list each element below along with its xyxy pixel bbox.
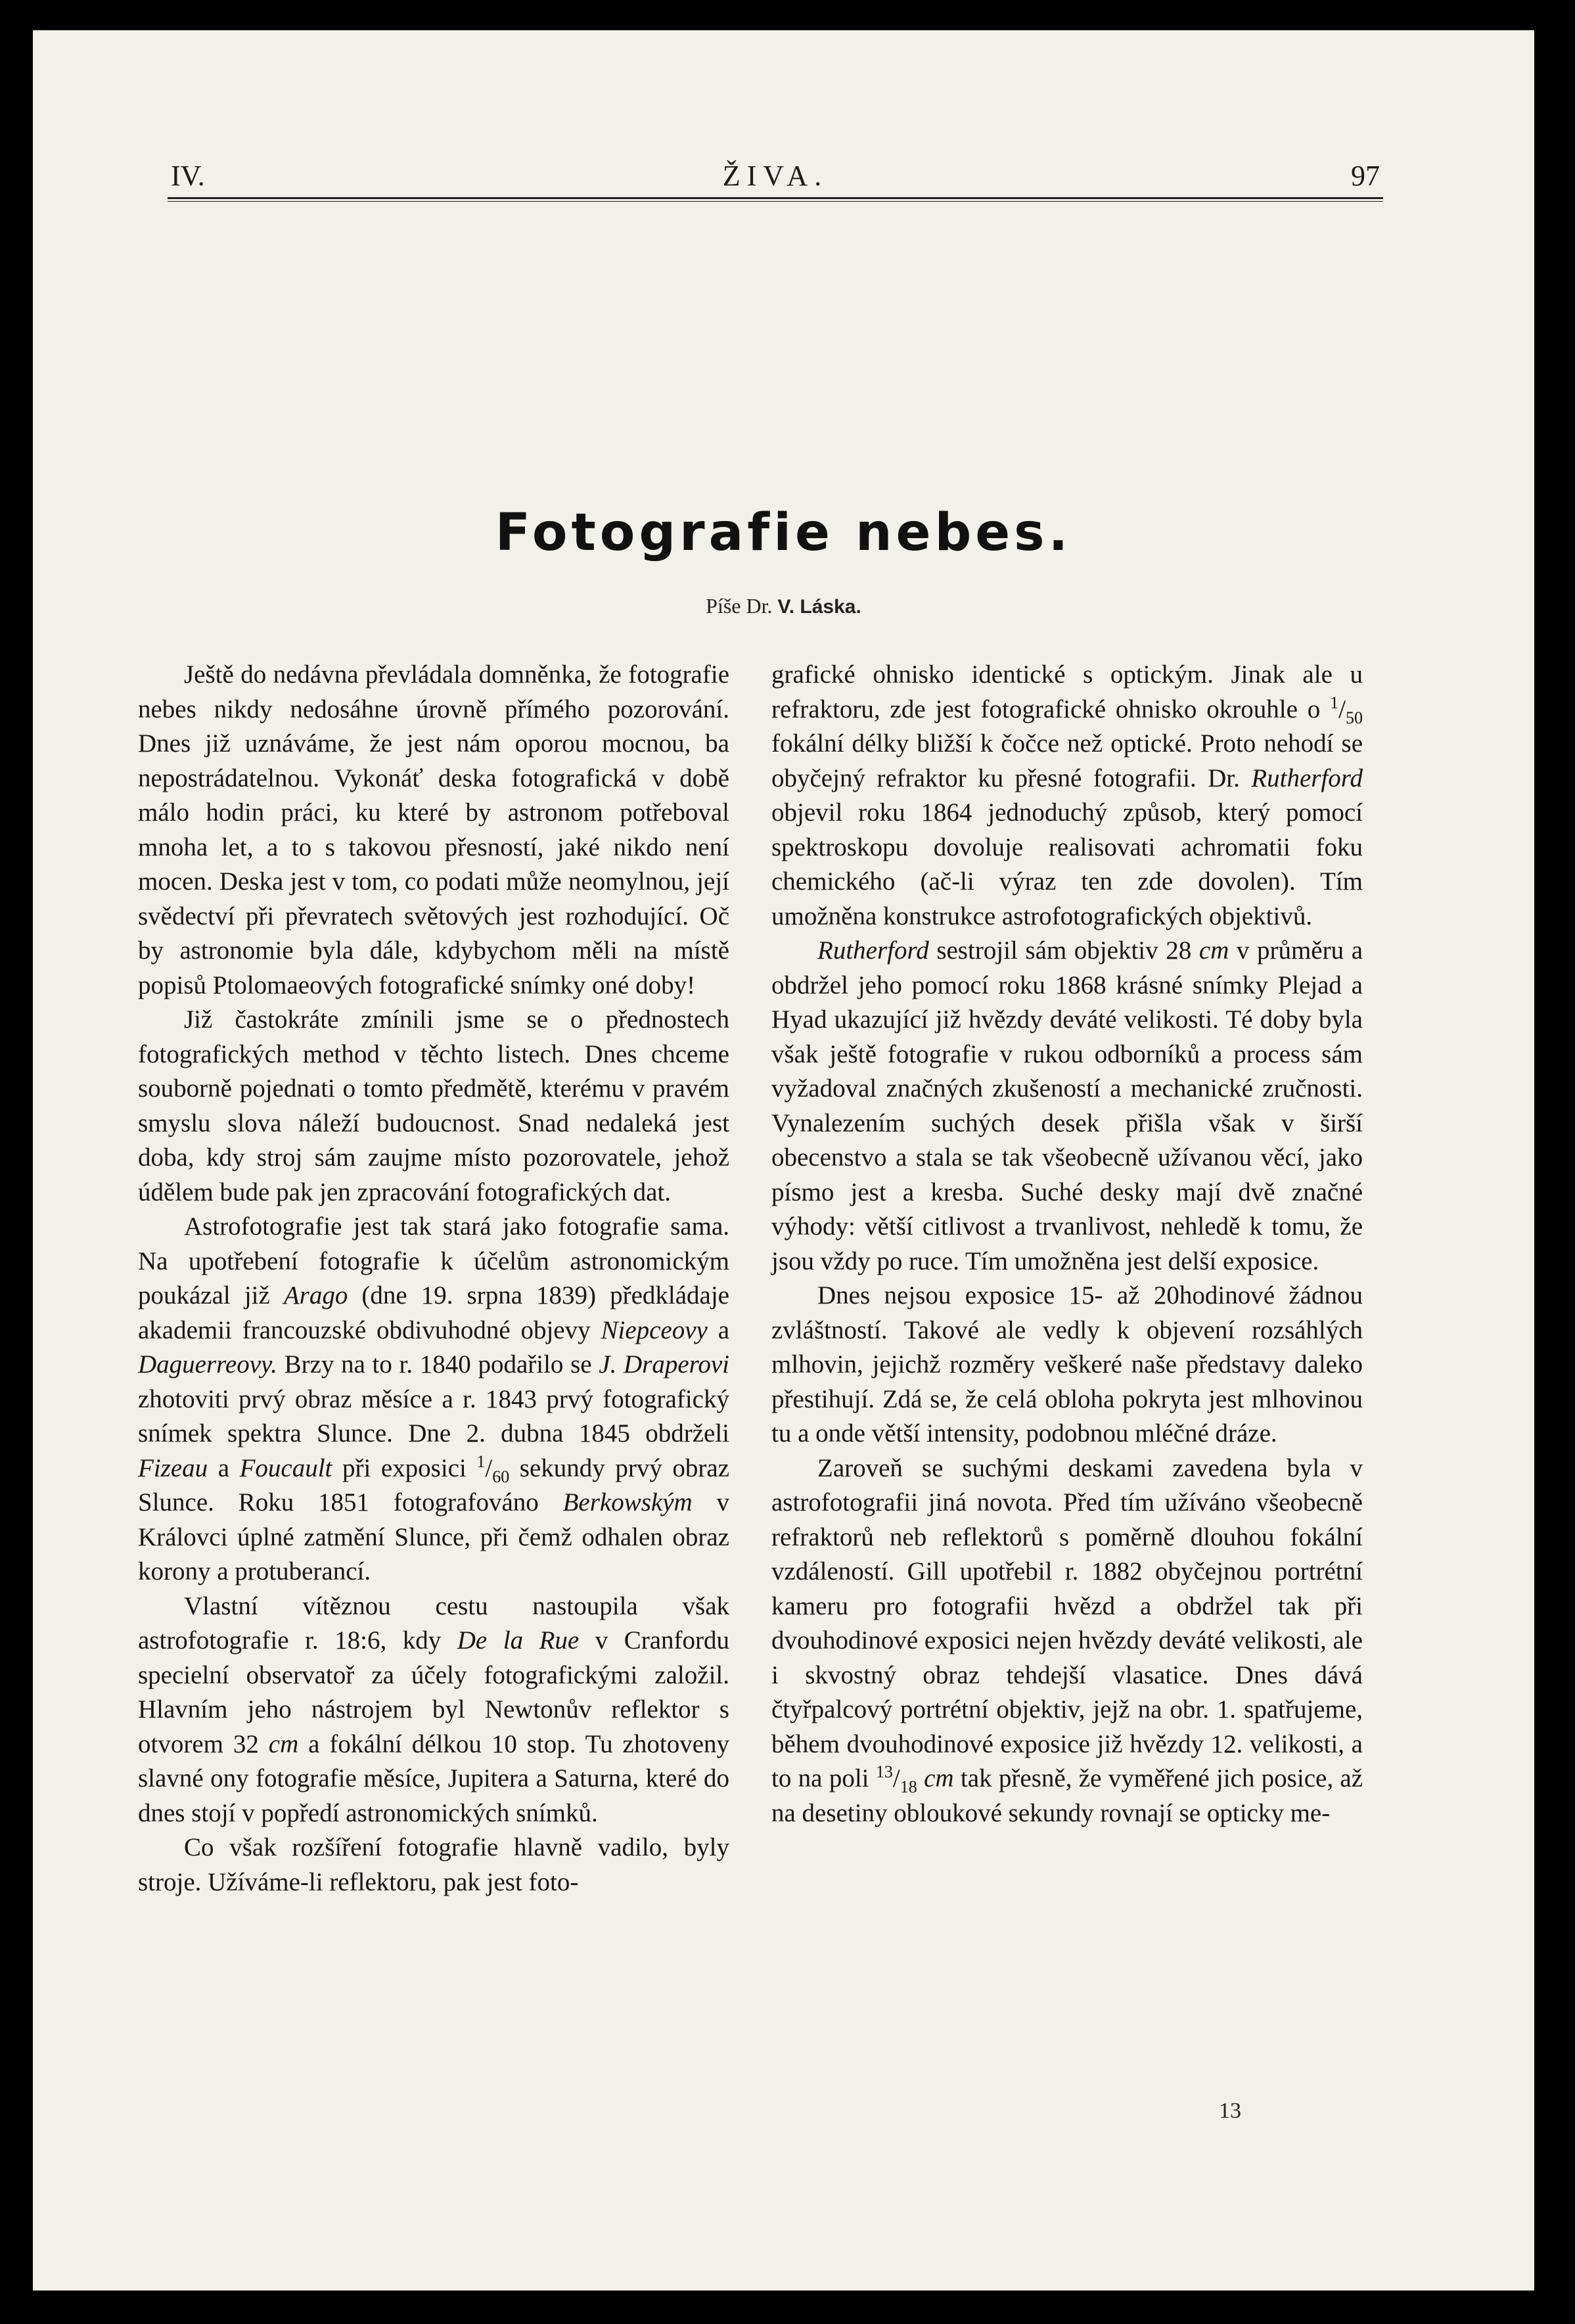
name-niepce: Niepceovy bbox=[601, 1315, 708, 1344]
paragraph: Dnes nejsou exposice 15- až 20hodinové žádnou zvláštností. Takové ale vedly k objevení rozsáhlých mlhovin, jejichž rozměry veškeré naše představy daleko přestihují. Zdá se, že celá obloha pokryta jest mlhovinou tu a onde větší intensity, podobnou mléčné dráze. bbox=[771, 1281, 1363, 1447]
name-draper: J. Draperovi bbox=[599, 1350, 730, 1378]
name-de-la-rue: De la Rue bbox=[457, 1626, 580, 1654]
author-name: V. Láska. bbox=[777, 596, 861, 618]
journal-name: ŽIVA. bbox=[722, 160, 829, 192]
text-column-left bbox=[138, 658, 729, 1900]
byline-prefix: Píše Dr. bbox=[706, 594, 773, 618]
text-column-right bbox=[771, 658, 1363, 1831]
name-rutherford: Rutherford bbox=[817, 936, 929, 965]
volume-number: IV. bbox=[171, 160, 205, 192]
paragraph: Již častokráte zmínili jsme se o přednostech fotografických method v těchto listech. Dnes chceme souborně pojednati o tomto předmětě, kterému v pravém smyslu slova náleží budoucnost. Snad nedaleká jest doba, kdy stroj sám zaujme místo pozorovatele, jehož údělem bude pak jen zpracování fotografických dat. bbox=[138, 1005, 729, 1206]
book-page bbox=[33, 30, 1534, 2290]
byline bbox=[33, 594, 1534, 618]
paragraph: Rutherford sestrojil sám objektiv 28 cm v průměru a obdržel jeho pomocí roku 1868 krásné snímky Plejad a Hyad ukazující již hvězdy deváté velikosti. Té doby byla však ještě fotografie v rukou odborníků a process sám vyžadoval značných zkušeností a mechanické zručnosti. Vynalezením suchých desek přišla však v širší obecenstvo a stala se tak všeobecně užívanou věcí, jako písmo jest a kresba. Suché desky mají dvě značné výhody: větší citlivost a trvanlivost, nehledě k tomu, že jsou vždy po ruce. Tím umožněna jest delší exposice. bbox=[771, 936, 1363, 1275]
name-foucault: Foucault bbox=[239, 1453, 332, 1482]
page-number: 97 bbox=[1351, 160, 1380, 192]
paragraph: Zaroveň se suchými deskami zavedena byla v astrofotografii jiná novota. Před tím užíváno všeobecně refraktorů neb reflektorů s poměrně dlouhou fokální vzdáleností. Gill upotřebil r. 1882 obyčejnou portrétní kameru pro fotografii hvězd a obdržel tak při dvouhodinové exposici nejen hvězdy deváté velikosti, ale i skvostný obraz tehdejší vlasatice. Dnes dává čtyřpalcový portrétní objektiv, jejž na obr. 1. spatřujeme, během dvouhodinové exposice již hvězdy 12. velikosti, a to na poli $^{13}/_{18}$ cm tak přesně, že vyměřené jich posice, až na desetiny obloukové sekundy rovnají se opticky me- bbox=[771, 1453, 1363, 1827]
fraction: $^1/_{50}$ bbox=[1330, 693, 1363, 727]
name-berkowski: Berkowským bbox=[562, 1488, 693, 1516]
name-rutherford: Rutherford bbox=[1251, 763, 1363, 792]
running-head bbox=[171, 159, 1380, 198]
sheet-signature: 13 bbox=[1219, 2099, 1241, 2123]
paragraph: Co však rozšíření fotografie hlavně vadilo, byly stroje. Užíváme-li reflektoru, pak jest foto- bbox=[138, 1833, 729, 1896]
unit-cm: cm bbox=[924, 1764, 954, 1792]
fraction: $^1/_{60}$ bbox=[476, 1451, 510, 1486]
fraction: $^{13}/_{18}$ bbox=[875, 1762, 917, 1796]
paragraph: Astrofotografie jest tak stará jako fotografie sama. Na upotřebení fotografie k účelům astronomickým poukázal již Arago (dne 19. srpna 1839) předkládaje akademii francouzské obdivuhodné objevy Niepceovy a Daguerreovy. Brzy na to r. 1840 podařilo se J. Draperovi zhotoviti prvý obraz měsíce a r. 1843 prvý fotografický snímek spektra Slunce. Dne 2. dubna 1845 obdrželi Fizeau a Foucault při exposici $^1/_{60}$ sekundy prvý obraz Slunce. Roku 1851 fotografováno Berkowským v Královci úplné zatmění Slunce, při čemž odhalen obraz korony a protuberancí. bbox=[138, 1212, 730, 1585]
name-daguerre: Daguerreovy. bbox=[138, 1350, 277, 1378]
paragraph: Ještě do nedávna převládala domněnka, že fotografie nebes nikdy nedosáhne úrovně přímého pozorování. Dnes již uznáváme, že jest nám oporou mocnou, ba nepostrádatelnou. Vykonáť deska fotografická v době málo hodin práci, ku které by astronom potřeboval mnoha let, a to s takovou přesností, jaké nikdo není mocen. Deska jest v tom, co podati může neomylnou, její svědectví při převratech světových jest rozhodující. Oč by astronomie byla dále, kdybychom měli na místě popisů Ptolomaeových fotografické snímky oné doby! bbox=[138, 660, 729, 999]
paragraph: grafické ohnisko identické s optickým. Jinak ale u refraktoru, zde jest fotografické ohnisko okrouhle o $^1/_{50}$ fokální délky bližší k čočce než optické. Proto nehodí se obyčejný refraktor ku přesné fotografii. Dr. Rutherford objevil roku 1864 jednoduchý způsob, který pomocí spektroskopu dovoluje realisovati achromatii foku chemického (ač-li výraz ten zde dovolen). Tím umožněna konstrukce astrofotografických objektivů. bbox=[771, 660, 1363, 930]
name-arago: Arago bbox=[283, 1281, 348, 1310]
header-rule bbox=[168, 197, 1383, 202]
name-fizeau: Fizeau bbox=[138, 1453, 208, 1482]
unit-cm: cm bbox=[1198, 936, 1229, 965]
paragraph: Vlastní vítěznou cestu nastoupila však astrofotografie r. 18:6, kdy De la Rue v Cranfordu specielní observatoř za účely fotografickými založil. Hlavním jeho nástrojem byl Newtonův reflektor s otvorem 32 cm a fokální délkou 10 stop. Tu zhotoveny slavné ony fotografie měsíce, Jupitera a Saturna, které do dnes stojí v popředí astronomických snímků. bbox=[138, 1591, 730, 1827]
unit-cm: cm bbox=[268, 1729, 299, 1758]
article-title: Fotografie nebes. bbox=[495, 503, 1072, 562]
